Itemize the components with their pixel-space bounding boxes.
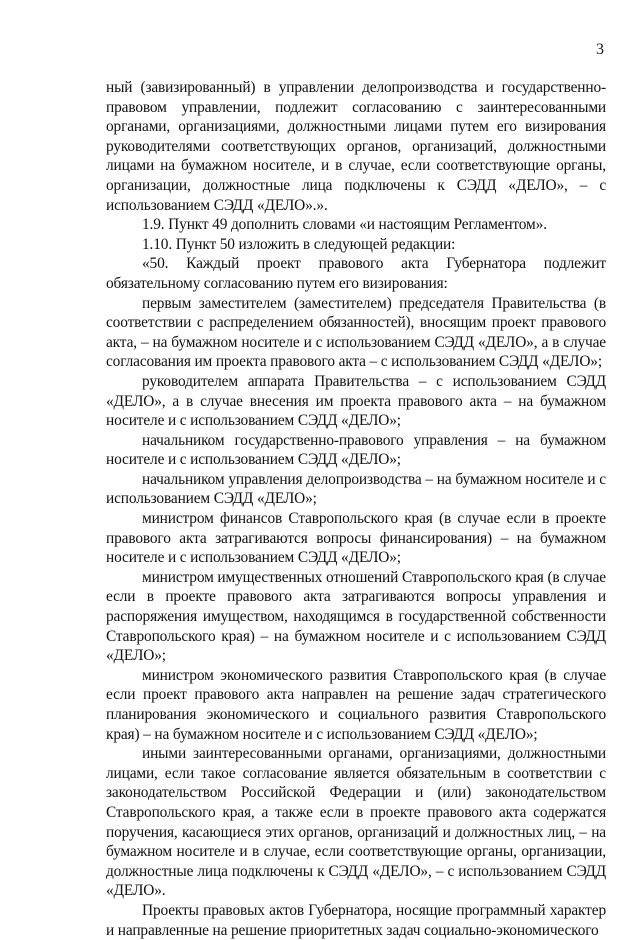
paragraph: министром имущественных отношений Ставропольского края (в случае если в проекте правового акта затрагиваются вопросы управления и распоряжения имуществом, находящимся в государственной собственности Ставропольского края) – на бумажном носителе и с использованием СЭДД «ДЕЛО»; bbox=[106, 568, 606, 665]
paragraph: министром экономического развития Ставропольского края (в случае если проект правового акта направлен на решение задач стратегического планирования экономического и социального развития Ставропольского края) – на бумажном носителе и с использованием СЭДД «ДЕЛО»; bbox=[106, 666, 606, 743]
paragraph: 1.9. Пункт 49 дополнить словами «и настоящим Регламентом». bbox=[142, 216, 547, 234]
paragraph: руководителем аппарата Правительства – с использованием СЭДД «ДЕЛО», а в случае внесения им проекта правового акта – на бумажном носителе и с использованием СЭДД «ДЕЛО»; bbox=[106, 372, 606, 430]
paragraph: начальником государственно-правового управления – на бумажном носителе и с использованием СЭДД «ДЕЛО»; bbox=[106, 431, 606, 469]
page-number: 3 bbox=[596, 41, 604, 58]
paragraph: начальником управления делопроизводства – на бумажном носителе и с использованием СЭДД «ДЕЛО»; bbox=[106, 470, 606, 508]
paragraph: «50. Каждый проект правового акта Губернатора подлежит обязательному согласованию путем его визирования: bbox=[106, 255, 606, 292]
paragraph: иными заинтересованными органами, организациями, должностными лицами, если такое согласование является обязательным в соответствии с законодательством Российской Федерации и (или) законодательством Ставропольского края, а также если в проекте правового акта содержатся поручения, касающиеся этих органов, организаций и должностных лиц, – на бумажном носителе и в случае, если соответствующие органы, организации, должностные лица подключены к СЭДД «ДЕЛО», – с использованием СЭДД «ДЕЛО». bbox=[106, 745, 606, 900]
paragraph: Проекты правовых актов Губернатора, носящие программный характер и направленные на решение приоритетных задач социально-экономического bbox=[106, 901, 606, 939]
paragraph: ный (завизированный) в управлении делопроизводства и государственно-правовом управлении, подлежит согласованию с заинтересованными органами, организациями, должностными лицами путем его визирования руководителями соответствующих органов, организаций, должностными лицами на бумажном носителе, и в случае, если соответствующие органы, организации, должностные лица подключены к СЭДД «ДЕЛО», – с использованием СЭДД «ДЕЛО».». bbox=[106, 79, 606, 214]
paragraph: первым заместителем (заместителем) председателя Правительства (в соответствии с распределением обязанностей), вносящим проект правового акта, – на бумажном носителе и с использованием СЭДД «ДЕЛО», а в случае согласования им проекта правового акта – с использованием СЭДД «ДЕЛО»; bbox=[106, 294, 606, 371]
paragraph: министром финансов Ставропольского края (в случае если в проекте правового акта затрагиваются вопросы финансирования) – на бумажном носителе и с использованием СЭДД «ДЕЛО»; bbox=[106, 510, 606, 567]
document-body bbox=[106, 78, 606, 940]
paragraph: 1.10. Пункт 50 изложить в следующей редакции: bbox=[142, 235, 456, 253]
